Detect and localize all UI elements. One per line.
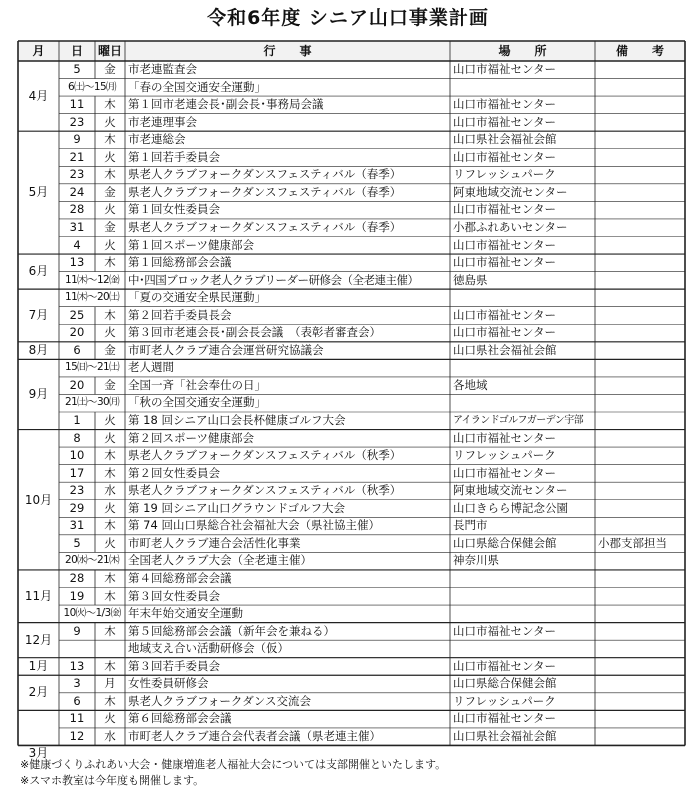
month-label: 12月 bbox=[24, 632, 53, 647]
day-cell: 5 bbox=[73, 62, 81, 76]
day-cell: 8 bbox=[73, 430, 81, 445]
place-cell: 山口きらら博記念公園 bbox=[453, 500, 568, 515]
day-range-cell: 21㈯〜30㈪ bbox=[64, 396, 120, 409]
note-cell bbox=[595, 447, 685, 465]
weekday-cell: 木 bbox=[104, 693, 116, 708]
day-cell: 17 bbox=[69, 465, 85, 480]
day-cell: 23 bbox=[69, 483, 85, 498]
day-range-cell: 6㈯〜15㈪ bbox=[68, 80, 116, 93]
weekday-cell: 火 bbox=[104, 413, 116, 427]
event-cell: 県老人クラブフォークダンスフェスティバル（春季） bbox=[128, 219, 402, 234]
note-cell bbox=[595, 61, 685, 79]
note-cell bbox=[595, 307, 685, 325]
event-cell: 第６回総務部会会議 bbox=[128, 711, 232, 726]
month-label: 4月 bbox=[28, 89, 49, 103]
weekday-cell: 木 bbox=[104, 167, 116, 182]
note-cell bbox=[595, 324, 685, 342]
weekday-cell: 木 bbox=[104, 465, 116, 480]
event-cell: 県老人クラブフォークダンス交流会 bbox=[128, 693, 311, 708]
weekday-cell: 金 bbox=[104, 184, 116, 199]
place-cell: リフレッシュパーク bbox=[453, 167, 556, 182]
event-cell: 第 74 回山口県総合社会福祉大会（県社協主催） bbox=[128, 518, 380, 533]
place-cell: 山口市福祉センター bbox=[453, 237, 557, 252]
event-cell: 市町老人クラブ連合会運営研究協議会 bbox=[128, 342, 324, 357]
day-cell: 25 bbox=[69, 307, 85, 322]
weekday-cell: 木 bbox=[104, 255, 116, 270]
weekday-cell: 木 bbox=[104, 588, 116, 603]
weekday-cell: 木 bbox=[104, 518, 116, 533]
day-cell: 29 bbox=[69, 500, 85, 515]
header-place: 場 所 bbox=[498, 44, 547, 58]
note-cell bbox=[595, 219, 685, 237]
day-cell: 4 bbox=[73, 237, 81, 252]
day-cell: 1 bbox=[73, 413, 81, 427]
event-cell: 全国一斉「社会奉仕の日」 bbox=[128, 377, 266, 392]
event-cell: 市町老人クラブ連合会活性化事業 bbox=[128, 535, 301, 550]
weekday-cell: 木 bbox=[104, 448, 116, 463]
note-cell bbox=[595, 570, 685, 588]
note-cell bbox=[595, 412, 685, 430]
weekday-cell: 水 bbox=[104, 483, 116, 498]
place-cell: 長門市 bbox=[453, 518, 488, 533]
place-cell: 山口市福祉センター bbox=[453, 623, 557, 638]
event-cell: 市老連総会 bbox=[128, 132, 186, 147]
note-cell bbox=[595, 394, 685, 412]
note-cell bbox=[595, 114, 685, 132]
day-cell: 13 bbox=[69, 658, 85, 673]
month-label: 10月 bbox=[24, 492, 53, 507]
weekday-cell: 金 bbox=[104, 219, 116, 234]
note-cell bbox=[595, 272, 685, 290]
place-cell: 山口市福祉センター bbox=[453, 202, 557, 217]
month-label: 8月 bbox=[28, 342, 49, 357]
event-cell: 「秋の全国交通安全運動」 bbox=[128, 395, 266, 410]
event-cell: 市老連監査会 bbox=[128, 62, 197, 76]
weekday-cell: 木 bbox=[104, 307, 116, 322]
note-cell bbox=[595, 342, 685, 360]
day-cell: 28 bbox=[69, 202, 85, 217]
month-label: 6月 bbox=[28, 264, 49, 279]
footnote-1: ※健康づくりふれあい大会・健康増進老人福祉大会については支部開催といたします。 bbox=[20, 758, 447, 771]
header-month: 月 bbox=[32, 44, 45, 58]
place-cell: 神奈川県 bbox=[453, 553, 499, 568]
weekday-cell: 木 bbox=[104, 570, 116, 585]
event-cell: 第３回女性委員会 bbox=[128, 588, 220, 603]
month-label: 5月 bbox=[28, 185, 49, 200]
place-cell: 阿東地域交流センター bbox=[453, 184, 568, 199]
place-cell bbox=[450, 359, 595, 377]
place-cell: 山口市福祉センター bbox=[453, 307, 557, 322]
event-cell: 「春の全国交通安全運動」 bbox=[128, 79, 266, 94]
header-day: 日 bbox=[70, 44, 83, 58]
note-cell bbox=[595, 184, 685, 202]
place-cell: アイランドゴルフガーデン宇部 bbox=[453, 415, 583, 426]
event-cell: 中･四国ブロック老人クラブリーダー研修会（全老連主催） bbox=[128, 272, 419, 287]
header-event: 行 事 bbox=[263, 44, 312, 58]
day-range-cell: 20㈬〜21㈭ bbox=[64, 554, 120, 567]
day-cell: 31 bbox=[69, 219, 85, 234]
weekday-cell: 木 bbox=[104, 658, 116, 673]
event-cell: 第２回若手委員長会 bbox=[128, 307, 232, 322]
note-cell bbox=[595, 517, 685, 535]
place-cell: 山口県総合保健会館 bbox=[453, 535, 557, 550]
note-cell bbox=[595, 166, 685, 184]
place-cell bbox=[450, 289, 595, 307]
place-cell: 山口市福祉センター bbox=[453, 97, 557, 112]
day-cell: 23 bbox=[69, 114, 85, 129]
day-cell: 10 bbox=[69, 448, 85, 463]
event-cell: 第１回女性委員会 bbox=[128, 202, 220, 217]
event-cell: 第１回総務部会会議 bbox=[128, 255, 232, 270]
note-cell bbox=[595, 658, 685, 676]
event-cell: 第４回総務部会会議 bbox=[128, 570, 232, 585]
place-cell: 山口県社会福祉会館 bbox=[453, 132, 557, 147]
note-cell bbox=[595, 710, 685, 728]
event-cell: 第１回市老連会長･副会長･事務局会議 bbox=[128, 97, 324, 112]
place-cell: 山口県社会福祉会館 bbox=[453, 342, 557, 357]
place-cell: 山口市福祉センター bbox=[453, 465, 557, 480]
day-cell: 9 bbox=[73, 132, 81, 147]
note-cell bbox=[595, 96, 685, 114]
note-cell bbox=[595, 430, 685, 448]
event-cell: 第３回市老連会長･副会長会議 （表彰者審査会） bbox=[128, 325, 381, 340]
weekday-cell: 水 bbox=[104, 728, 116, 743]
place-cell: 山口市福祉センター bbox=[453, 711, 557, 726]
weekday-cell: 火 bbox=[104, 149, 116, 164]
note-cell bbox=[595, 149, 685, 167]
day-cell: 24 bbox=[69, 184, 85, 199]
month-label: 3月 bbox=[28, 746, 49, 761]
note-cell bbox=[595, 201, 685, 219]
day-range-cell: 10㈫〜1/3㈮ bbox=[63, 607, 121, 620]
day-cell: 31 bbox=[69, 518, 85, 533]
note-cell: 小郡支部担当 bbox=[598, 535, 667, 550]
event-cell: 地域支え合い活動研修会（仮） bbox=[128, 641, 289, 656]
weekday-cell: 木 bbox=[104, 623, 116, 638]
weekday-cell: 金 bbox=[104, 342, 116, 357]
weekday-cell bbox=[95, 640, 125, 658]
weekday-cell: 火 bbox=[104, 114, 116, 129]
day-cell: 11 bbox=[69, 711, 85, 726]
footnote-2: ※スマホ教室は今年度も開催します。 bbox=[20, 774, 205, 787]
event-cell: 第２回女性委員会 bbox=[128, 465, 220, 480]
weekday-cell: 月 bbox=[104, 676, 116, 691]
place-cell: リフレッシュパーク bbox=[453, 448, 556, 463]
event-cell: 第 19 回シニア山口グラウンドゴルフ大会 bbox=[128, 500, 345, 515]
place-cell bbox=[450, 394, 595, 412]
day-cell: 9 bbox=[73, 623, 81, 638]
day-cell: 19 bbox=[69, 588, 85, 603]
page-title: 令和6年度 シニア山口事業計画 bbox=[207, 7, 489, 29]
place-cell: 各地域 bbox=[453, 377, 488, 392]
event-cell: 市町老人クラブ連合会代表者会議（県老連主催） bbox=[128, 728, 381, 743]
place-cell: 山口市福祉センター bbox=[453, 325, 557, 340]
note-cell bbox=[595, 640, 685, 658]
event-cell: 第３回若手委員会 bbox=[128, 658, 220, 673]
place-cell: 山口県総合保健会館 bbox=[453, 676, 557, 691]
note-cell bbox=[595, 605, 685, 623]
day-cell: 6 bbox=[73, 342, 81, 357]
place-cell bbox=[450, 605, 595, 623]
day-range-cell: 15㈰〜21㈯ bbox=[64, 361, 120, 374]
day-cell: 11 bbox=[69, 97, 85, 112]
place-cell: 山口市福祉センター bbox=[453, 658, 557, 673]
place-cell: 山口県社会福祉会館 bbox=[453, 728, 557, 743]
header-notes: 備 考 bbox=[615, 44, 664, 58]
day-cell: 5 bbox=[73, 535, 81, 550]
event-cell: 年末年始交通安全運動 bbox=[128, 606, 243, 621]
day-cell: 3 bbox=[73, 676, 81, 691]
note-cell bbox=[595, 79, 685, 97]
note-cell bbox=[595, 131, 685, 149]
note-cell bbox=[595, 693, 685, 711]
day-cell: 20 bbox=[69, 325, 85, 340]
event-cell: 老人週間 bbox=[128, 360, 174, 375]
place-cell: リフレッシュパーク bbox=[453, 693, 556, 708]
place-cell: 山口市福祉センター bbox=[453, 62, 557, 76]
note-cell bbox=[595, 675, 685, 693]
note-cell bbox=[595, 623, 685, 641]
weekday-cell: 木 bbox=[104, 132, 116, 147]
event-cell: 全国老人クラブ大会（全老連主催） bbox=[128, 553, 312, 568]
note-cell bbox=[595, 588, 685, 606]
place-cell: 山口市福祉センター bbox=[453, 114, 557, 129]
weekday-cell: 木 bbox=[104, 97, 116, 112]
day-cell: 6 bbox=[73, 693, 81, 708]
note-cell bbox=[595, 254, 685, 272]
month-label: 1月 bbox=[28, 658, 49, 673]
weekday-cell: 火 bbox=[104, 202, 116, 217]
place-cell bbox=[450, 640, 595, 658]
weekday-cell: 火 bbox=[104, 237, 116, 252]
event-cell: 第１回若手委員会 bbox=[128, 149, 220, 164]
note-cell bbox=[595, 552, 685, 570]
place-cell: 徳島県 bbox=[453, 272, 488, 287]
month-label: 2月 bbox=[28, 685, 49, 700]
event-cell: 女性委員研修会 bbox=[128, 676, 209, 691]
event-cell: 第２回スポーツ健康部会 bbox=[128, 430, 255, 445]
month-label: 9月 bbox=[28, 387, 49, 402]
place-cell: 小郡ふれあいセンター bbox=[453, 219, 568, 234]
place-cell bbox=[450, 79, 595, 97]
event-cell: 「夏の交通安全県民運動」 bbox=[128, 290, 266, 305]
month-label: 11月 bbox=[24, 588, 53, 603]
event-cell: 第１回スポーツ健康部会 bbox=[128, 237, 255, 252]
header-weekday: 曜日 bbox=[97, 44, 122, 58]
day-cell: 20 bbox=[69, 377, 85, 392]
note-cell bbox=[595, 500, 685, 518]
note-cell bbox=[595, 237, 685, 255]
place-cell bbox=[450, 588, 595, 606]
place-cell: 山口市福祉センター bbox=[453, 430, 557, 445]
weekday-cell: 金 bbox=[104, 62, 116, 76]
event-cell: 第 18 回シニア山口会長杯健康ゴルフ大会 bbox=[128, 413, 346, 427]
event-cell: 県老人クラブフォークダンスフェスティバル（秋季） bbox=[128, 448, 402, 463]
day-cell: 23 bbox=[69, 167, 85, 182]
day-cell: 12 bbox=[69, 728, 85, 743]
event-cell: 県老人クラブフォークダンスフェスティバル（春季） bbox=[128, 184, 402, 199]
place-cell: 山口市福祉センター bbox=[453, 149, 557, 164]
note-cell bbox=[595, 377, 685, 395]
note-cell bbox=[595, 359, 685, 377]
day-cell: 13 bbox=[69, 255, 85, 270]
event-cell: 県老人クラブフォークダンスフェスティバル（春季） bbox=[128, 167, 402, 182]
weekday-cell: 火 bbox=[104, 500, 116, 515]
note-cell bbox=[595, 482, 685, 500]
day-range-cell: 11㈭〜20㈯ bbox=[64, 291, 120, 304]
weekday-cell: 金 bbox=[104, 377, 116, 392]
month-label: 7月 bbox=[28, 308, 49, 323]
note-cell bbox=[595, 465, 685, 483]
place-cell: 山口市福祉センター bbox=[453, 255, 557, 270]
day-cell: 28 bbox=[69, 570, 85, 585]
weekday-cell: 火 bbox=[104, 711, 116, 726]
weekday-cell: 火 bbox=[104, 430, 116, 445]
place-cell: 阿東地域交流センター bbox=[453, 483, 568, 498]
note-cell bbox=[595, 289, 685, 307]
event-cell: 第５回総務部会会議（新年会を兼ねる） bbox=[128, 623, 335, 638]
day-cell bbox=[59, 640, 95, 658]
day-cell: 21 bbox=[69, 149, 85, 164]
event-cell: 市老連理事会 bbox=[128, 114, 197, 129]
event-cell: 県老人クラブフォークダンスフェスティバル（秋季） bbox=[128, 483, 402, 498]
note-cell bbox=[595, 728, 685, 746]
weekday-cell: 火 bbox=[104, 535, 116, 550]
place-cell bbox=[450, 570, 595, 588]
day-range-cell: 11㈭〜12㈮ bbox=[64, 273, 120, 286]
weekday-cell: 火 bbox=[104, 325, 116, 340]
